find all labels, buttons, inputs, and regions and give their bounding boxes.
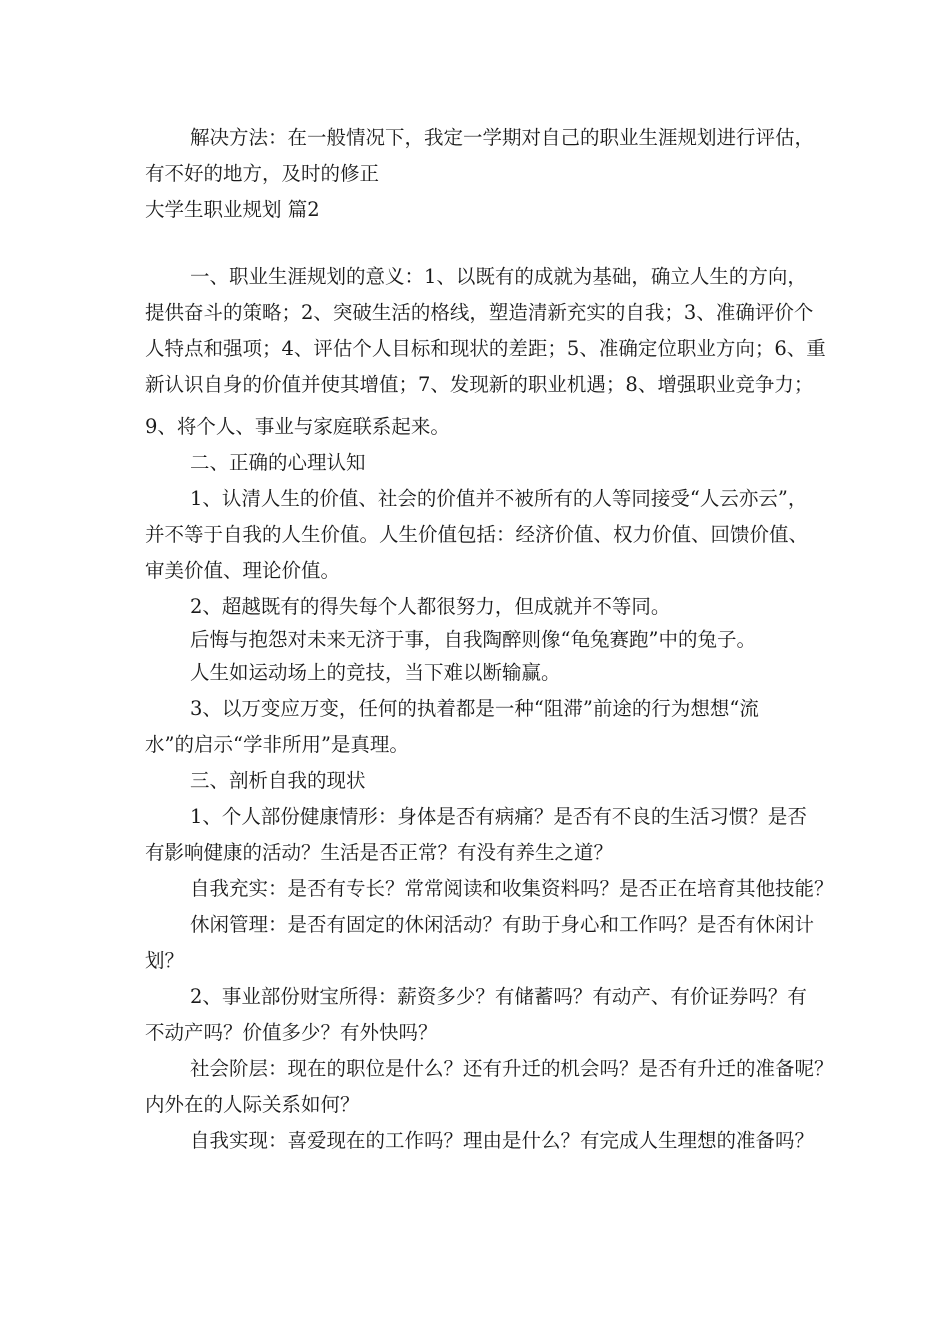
paragraph-line: 自我实现：喜爱现在的工作吗？理由是什么？有完成人生理想的准备吗？: [190, 1129, 815, 1152]
subheading: 二、正确的心理认知: [190, 451, 366, 474]
paragraph-line: 有不好的地方，及时的修正: [145, 162, 380, 185]
paragraph-line: 2、超越既有的得失每个人都很努力，但成就并不等同。: [190, 595, 671, 618]
paragraph-line: 社会阶层：现在的职位是什么？还有升迁的机会吗？是否有升迁的准备呢？: [190, 1057, 834, 1080]
paragraph-line: 9、将个人、事业与家庭联系起来。: [145, 415, 450, 438]
paragraph-line: 休闲管理：是否有固定的休闲活动？有助于身心和工作吗？是否有休闲计: [190, 913, 815, 936]
paragraph-line: 3、以万变应万变，任何的执着都是一种“阻滞”前途的行为想想“流: [190, 697, 759, 720]
paragraph-line: 1、个人部份健康情形：身体是否有病痛？是否有不良的生活习惯？是否: [190, 805, 807, 828]
paragraph-line: 内外在的人际关系如何？: [145, 1093, 360, 1116]
paragraph-line: 一、职业生涯规划的意义：1、以既有的成就为基础，确立人生的方向，: [190, 265, 807, 288]
paragraph-line: 解决方法：在一般情况下，我定一学期对自己的职业生涯规划进行评估，: [190, 126, 815, 149]
subheading: 三、剖析自我的现状: [190, 769, 366, 792]
paragraph-line: 水”的启示“学非所用”是真理。: [145, 733, 409, 756]
paragraph-line: 后悔与抱怨对未来无济于事，自我陶醉则像“龟兔赛跑”中的兔子。: [190, 628, 756, 651]
paragraph-line: 自我充实：是否有专长？常常阅读和收集资料吗？是否正在培育其他技能？: [190, 877, 834, 900]
paragraph-line: 人特点和强项；4、评估个人目标和现状的差距；5、准确定位职业方向；6、重: [145, 337, 826, 360]
paragraph-line: 划？: [145, 949, 185, 972]
paragraph-line: 不动产吗？价值多少？有外快吗？: [145, 1021, 438, 1044]
paragraph-line: 1、认清人生的价值、社会的价值并不被所有的人等同接受“人云亦云”，: [190, 487, 808, 510]
paragraph-line: 新认识自身的价值并使其增值；7、发现新的职业机遇；8、增强职业竞争力；: [145, 373, 814, 396]
paragraph-line: 2、事业部份财宝所得：薪资多少？有储蓄吗？有动产、有价证券吗？有: [190, 985, 807, 1008]
section-heading: 大学生职业规划 篇2: [145, 198, 320, 221]
paragraph-line: 人生如运动场上的竞技，当下难以断输赢。: [190, 661, 561, 684]
paragraph-line: 提供奋斗的策略；2、突破生活的格线，塑造清新充实的自我；3、准确评价个: [145, 301, 814, 324]
paragraph-line: 审美价值、理论价值。: [145, 559, 341, 582]
paragraph-line: 并不等于自我的人生价值。人生价值包括：经济价值、权力价值、回馈价值、: [145, 523, 809, 546]
paragraph-line: 有影响健康的活动？生活是否正常？有没有养生之道？: [145, 841, 614, 864]
